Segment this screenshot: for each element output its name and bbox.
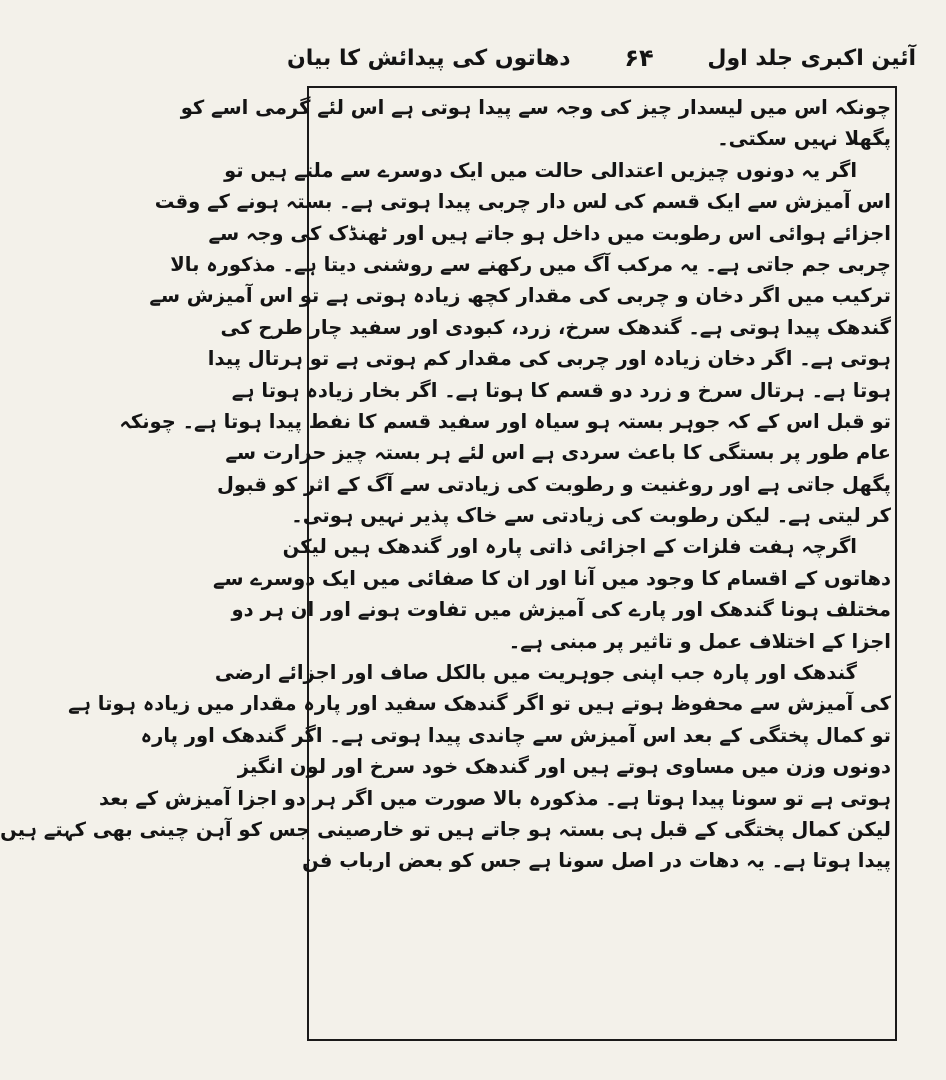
text-line: دونوں وزن میں مساوی ہوتے ہیں اور گندھک خود سرخ اور لون انگیز <box>237 755 891 779</box>
text-line: مختلف ہونا گندھک اور پارے کی آمیزش میں تفاوت ہونے اور ان ہر دو <box>231 598 891 622</box>
text-line: اجزا کے اختلاف عمل و تاثیر پر مبنی ہے۔ <box>508 629 891 653</box>
text-line: تو کمال پختگی کے بعد اس آمیزش سے چاندی پیدا ہوتی ہے۔ اگر گندھک اور پارہ <box>140 723 891 747</box>
text-line: تو قبل اس کے کہ جوہر بستہ ہو سیاہ اور سفید قسم کا نفط پیدا ہوتا ہے۔ چونکہ <box>119 409 891 433</box>
text-line: اجزائے ہوائی اس رطوبت میں داخل ہو جاتے ہیں اور ٹھنڈک کی وجہ سے <box>208 221 891 245</box>
text-line: چربی جم جاتی ہے۔ یہ مرکب آگ میں رکھنے سے روشنی دیتا ہے۔ مذکورہ بالا <box>170 252 891 276</box>
text-line: اس آمیزش سے ایک قسم کی لس دار چربی پیدا ہوتی ہے۔ بستہ ہونے کے وقت <box>154 190 891 214</box>
text-line: عام طور پر بستگی کا باعث سردی ہے اس لئے ہر بستہ چیز حرارت سے <box>225 441 891 465</box>
text-line: لیکن کمال پختگی کے قبل ہی بستہ ہو جاتے ہیں تو خارصینی جس کو آہن چینی بھی کہتے ہیں <box>0 817 891 841</box>
text-line: ہوتی ہے۔ اگر دخان زیادہ اور چربی کی مقدار کم ہوتی ہے تو ہرتال پیدا <box>207 347 891 371</box>
chapter-title: دھاتوں کی پیدائش کا بیان <box>287 45 571 71</box>
page-header <box>287 36 916 80</box>
text-line: ہوتی ہے تو سونا پیدا ہوتا ہے۔ مذکورہ بالا صورت میں اگر ہر دو اجزا آمیزش کے بعد <box>98 786 891 810</box>
text-line: گندھک پیدا ہوتی ہے۔ گندھک سرخ، زرد، کبودی اور سفید چار طرح کی <box>220 315 891 339</box>
text-line: ہوتا ہے۔ ہرتال سرخ و زرد دو قسم کا ہوتا ہے۔ اگر بخار زیادہ ہوتا ہے <box>231 378 891 402</box>
text-line: چونکہ اس میں لیسدار چیز کی وجہ سے پیدا ہوتی ہے اس لئے گرمی اسے کو <box>180 96 891 119</box>
book-title: آئین اکبری جلد اول <box>707 45 916 71</box>
text-line: گندھک اور پارہ جب اپنی جوہریت میں بالکل صاف اور اجزائے ارضی <box>214 661 857 685</box>
text-line: کی آمیزش سے محفوظ ہوتے ہیں تو اگر گندھک سفید اور پارہ مقدار میں زیادہ ہوتا ہے <box>68 692 891 716</box>
text-line: پگھل جاتی ہے اور روغنیت و رطوبت کی زیادتی سے آگ کے اثر کو قبول <box>216 472 891 496</box>
text-line: اگر یہ دونوں چیزیں اعتدالی حالت میں ایک دوسرے سے ملتے ہیں تو <box>224 158 857 182</box>
page-number: ۶۴ <box>624 44 654 72</box>
text-line: ترکیب میں اگر دخان و چربی کی مقدار کچھ زیادہ ہوتی ہے تو اس آمیزش سے <box>149 284 891 308</box>
text-line: پگھلا نہیں سکتی۔ <box>717 127 891 151</box>
text-line: دھاتوں کے اقسام کا وجود میں آنا اور ان کا صفائی میں ایک دوسرے سے <box>212 566 891 590</box>
text-line: پیدا ہوتا ہے۔ یہ دھات در اصل سونا ہے جس کو بعض ارباب فن <box>302 849 891 873</box>
text-line: کر لیتی ہے۔ لیکن رطوبت کی زیادتی سے خاک پذیر نہیں ہوتی۔ <box>291 504 891 528</box>
body-text <box>0 92 891 877</box>
text-line: اگرچہ ہفت فلزات کے اجزائی ذاتی پارہ اور گندھک ہیں لیکن <box>282 535 857 559</box>
